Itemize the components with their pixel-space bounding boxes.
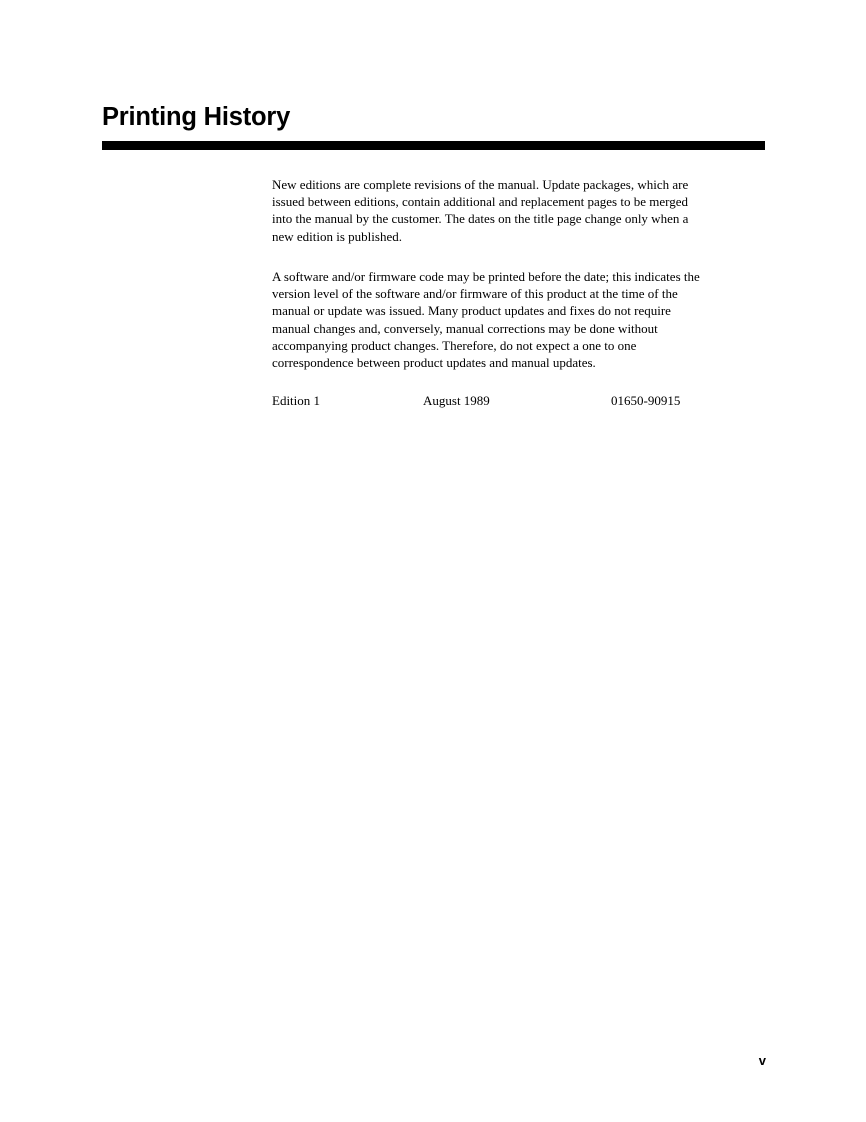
page-number: v — [758, 1053, 766, 1068]
edition-row — [272, 392, 764, 410]
paragraph-line: manual changes and, conversely, manual corrections may be done without — [272, 320, 658, 336]
page-title: Printing History — [102, 103, 291, 131]
paragraph-line: correspondence between product updates and manual updates. — [272, 355, 596, 371]
edition-date: August 1989 — [423, 393, 490, 408]
title-rule — [102, 141, 765, 150]
paragraph-line: manual or update was issued. Many product updates and fixes do not require — [272, 303, 671, 319]
paragraph-editions — [272, 176, 764, 245]
edition-label: Edition 1 — [272, 393, 321, 408]
paragraph-line: New editions are complete revisions of the manual. Update packages, which are — [272, 177, 689, 192]
paragraph-line: accompanying product changes. Therefore, do not expect a one to one — [272, 337, 637, 353]
paragraph-line: into the manual by the customer. The dates on the title page change only when a — [272, 211, 689, 227]
edition-part-number: 01650-90915 — [611, 393, 681, 408]
paragraph-line: version level of the software and/or firmware of this product at the time of the — [272, 286, 678, 302]
paragraph-line: new edition is published. — [272, 228, 402, 244]
paragraph-software-code — [272, 268, 764, 371]
paragraph-line: A software and/or firmware code may be printed before the date; this indicates the — [272, 269, 700, 284]
paragraph-line: issued between editions, contain additional and replacement pages to be merged — [272, 194, 688, 210]
